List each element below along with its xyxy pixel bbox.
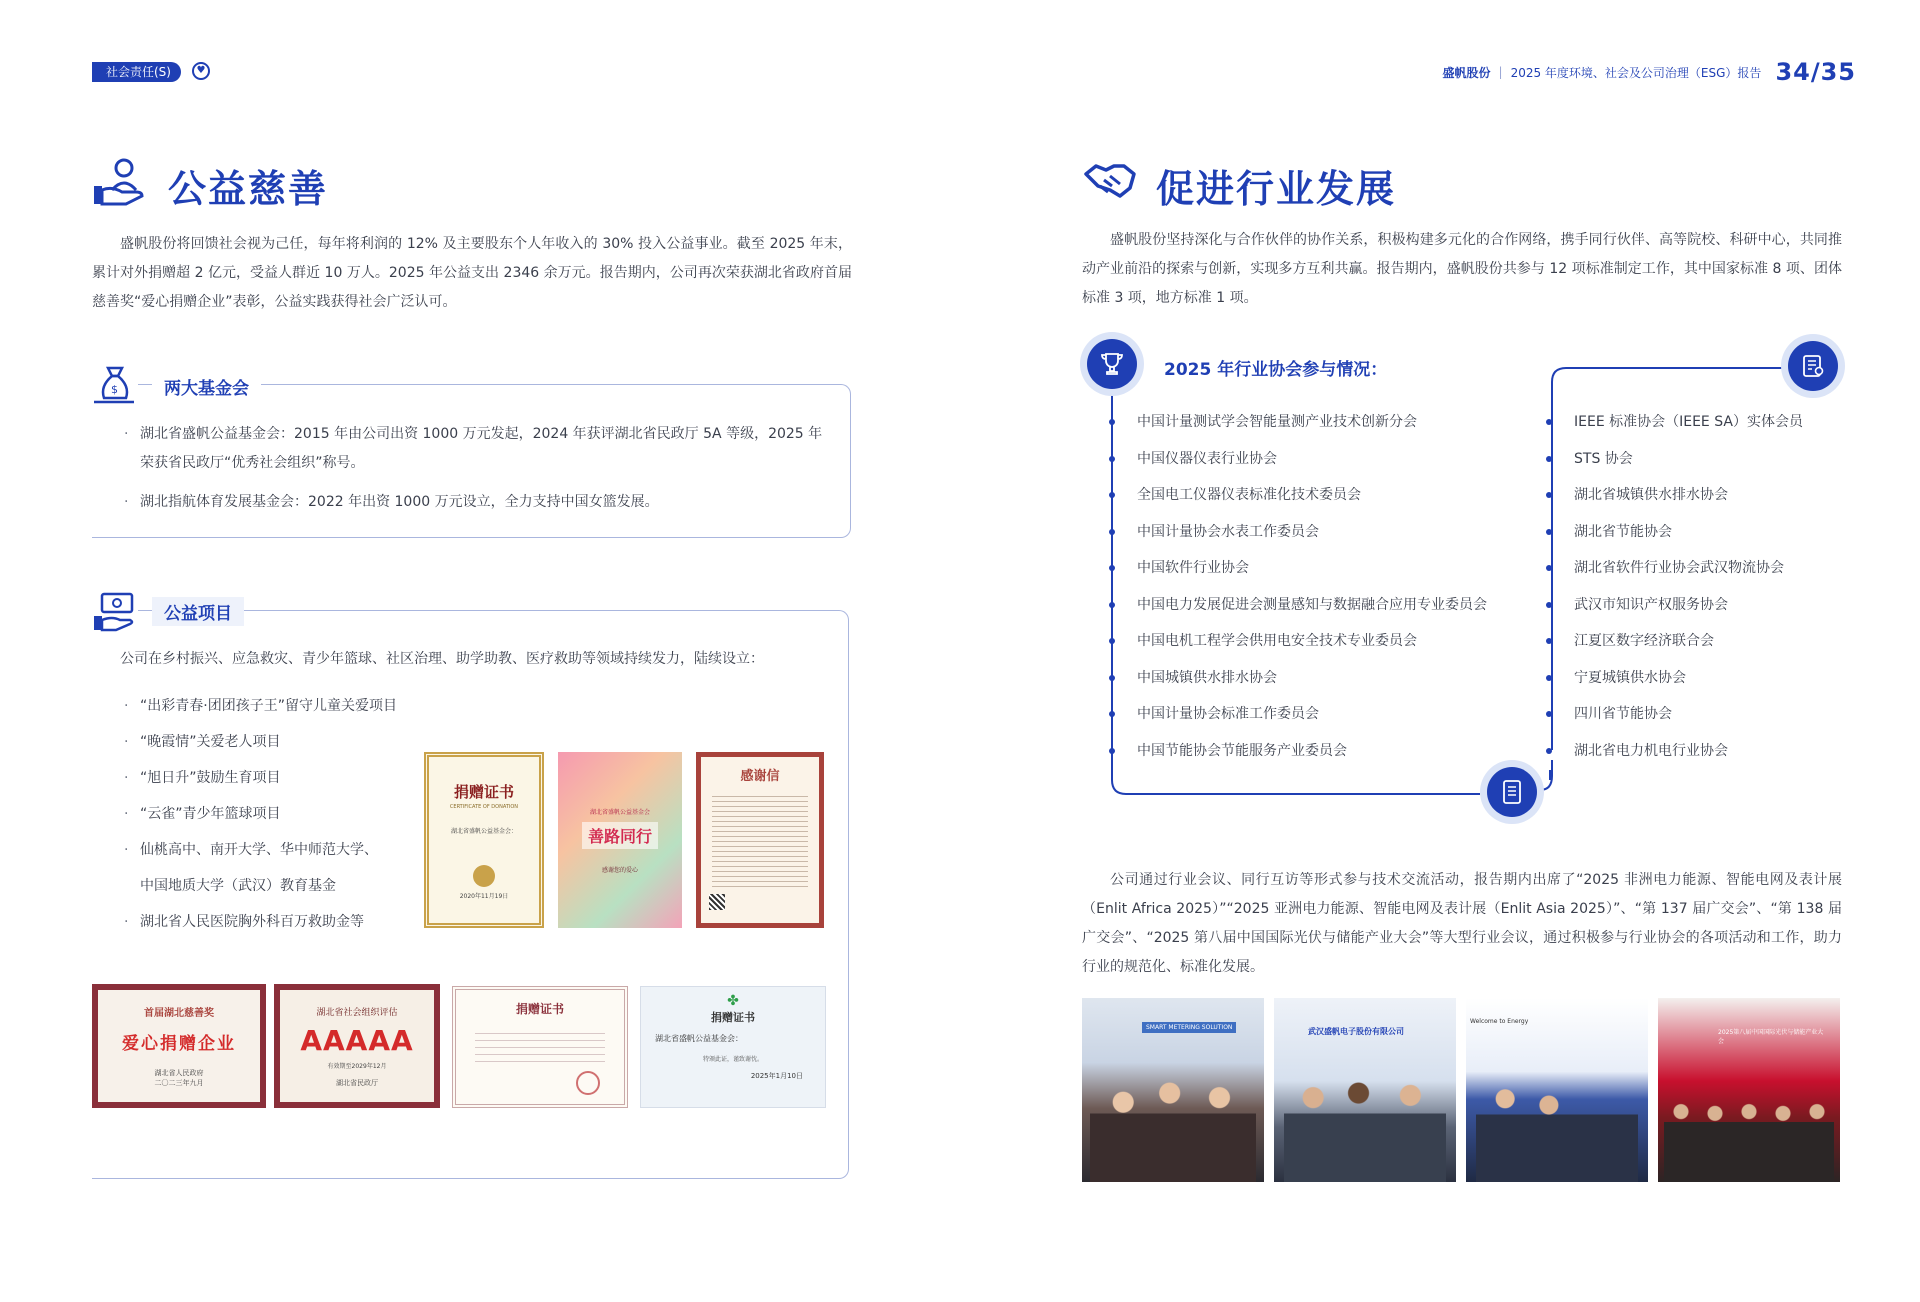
cert-seal-icon [576, 1071, 600, 1095]
cert-text-lines [475, 1027, 605, 1067]
letter-text-lines [712, 792, 808, 888]
cert-org: 有效期至2029年12月 [327, 1062, 387, 1070]
header-divider: | [1498, 65, 1503, 79]
cert-date: 2025年1月10日 [750, 1072, 803, 1080]
page-number: 34/35 [1775, 58, 1856, 86]
money-bag-icon [92, 362, 138, 408]
association-list-left [1109, 404, 1529, 769]
list-item: 湖北省软件行业协会武汉物流协会 [1546, 550, 1846, 587]
trophy-icon [1087, 339, 1137, 389]
page-header [1443, 58, 1856, 86]
people-silhouettes [1476, 1078, 1638, 1182]
cert-title: 捐赠证书 [711, 1011, 755, 1024]
cert-body: 湖北省盛帆公益基金会： [450, 827, 517, 835]
donation-certificate-2 [558, 752, 682, 928]
report-title: 2025 年度环境、社会及公司治理（ESG）报告 [1510, 65, 1762, 80]
list-item: · “晚霞情”关爱老人项目 [122, 724, 442, 760]
list-item: 全国电工仪器仪表标准化技术委员会 [1109, 477, 1529, 514]
people-silhouettes [1284, 1068, 1446, 1182]
qr-code-icon [709, 894, 725, 910]
thank-you-letter [696, 752, 824, 928]
handshake-icon [1082, 156, 1138, 204]
list-item: 中国电机工程学会供用电安全技术专业委员会 [1109, 623, 1529, 660]
list-item: · “云雀”青少年篮球项目 [122, 796, 442, 832]
cert-main: AAAAA [300, 1023, 414, 1057]
exhibition-photo-1 [1082, 998, 1264, 1182]
charity-intro: 盛帆股份将回馈社会视为己任，每年将利润的 12% 及主要股东个人年收入的 30% 投入公益事业。截至 2025 年末，累计对外捐赠超 2 亿元，受益人群近 10 万人。2025 年公益支出 2346 余万元。报告期内，公司再次荣获湖北省政府首届慈善奖“爱心捐赠企业”表彰，公益实践获得社会广泛认可。 [92, 236, 852, 310]
people-silhouettes [1090, 1068, 1256, 1182]
cert-date: 湖北省民政厅 [336, 1078, 378, 1087]
donation-certificate-3 [452, 986, 628, 1108]
list-item: · “出彩青春·团团孩子王”留守儿童关爱项目 [122, 688, 442, 724]
certificate-icon [1788, 341, 1838, 391]
cert-body: 感谢您的爱心 [601, 866, 638, 874]
photo-banner: 武汉盛帆电子股份有限公司 [1308, 1027, 1404, 1036]
list-item: STS 协会 [1546, 441, 1846, 478]
list-item: 武汉市知识产权服务协会 [1546, 587, 1846, 624]
charity-award-plaque [92, 984, 266, 1108]
aaaaa-rating-plaque [274, 984, 440, 1108]
list-item: 中国节能协会节能服务产业委员会 [1109, 733, 1529, 770]
exhibition-photo-3 [1466, 998, 1648, 1182]
list-item: 中国计量协会标准工作委员会 [1109, 696, 1529, 733]
document-icon [1487, 767, 1537, 817]
foundations-list [122, 420, 832, 517]
projects-intro: 公司在乡村振兴、应急救灾、青少年篮球、社区治理、助学助教、医疗救助等领域持续发力，陆续设立： [120, 651, 764, 667]
list-item: 宁夏城镇供水协会 [1546, 660, 1846, 697]
donation-certificate-4 [640, 986, 826, 1108]
list-item: 湖北省电力机电行业协会 [1546, 733, 1846, 770]
cert-main: 湖北省盛帆公益基金会： [655, 1034, 743, 1043]
foundations-title: 两大基金会 [152, 372, 261, 401]
list-item: · 湖北省盛帆公益基金会：2015 年由公司出资 1000 万元发起，2024 年获评湖北省民政厅 5A 等级，2025 年荣获省民政厅“优秀社会组织”称号。 [122, 420, 832, 478]
list-item: · 湖北指航体育发展基金会：2022 年出资 1000 万元设立，全力支持中国女篮发展。 [122, 488, 832, 517]
cert-org: 特颁此证，谨致谢忱。 [702, 1056, 763, 1063]
list-item: 中国计量测试学会智能量测产业技术创新分会 [1109, 404, 1529, 441]
list-item: 江夏区数字经济联合会 [1546, 623, 1846, 660]
cert-title: 湖北省社会组织评估 [316, 1007, 398, 1018]
list-item: 中国地质大学（武汉）教育基金 [140, 878, 336, 894]
industry-title: 促进行业发展 [1156, 167, 1397, 211]
exhibition-photo-2 [1274, 998, 1456, 1182]
heart-shield-icon: ♥ [192, 62, 210, 80]
list-item: 四川省节能协会 [1546, 696, 1846, 733]
cert-title: 捐赠证书 [515, 1002, 564, 1016]
cert-subtitle: CERTIFICATE OF DONATION [449, 803, 519, 810]
association-list-right [1546, 404, 1846, 769]
cert-subtitle: 湖北省盛帆公益基金会 [589, 808, 650, 816]
cert-org: 湖北省人民政府 [154, 1069, 204, 1077]
clover-icon: ✤ [727, 993, 739, 1009]
cert-date: 二〇二三年九月 [154, 1079, 204, 1087]
list-item: 中国电力发展促进会测量感知与数据融合应用专业委员会 [1109, 587, 1529, 624]
industry-intro: 盛帆股份坚持深化与合作伙伴的协作关系，积极构建多元化的合作网络，携手同行伙伴、高等院校、科研中心，共同推动产业前沿的探索与创新，实现多方互利共赢。报告期内，盛帆股份共参与 12 项标准制定工作，其中国家标准 8 项、团体标准 3 项，地方标准 1 项。 [1082, 232, 1842, 306]
industry-outro: 公司通过行业会议、同行互访等形式参与技术交流活动，报告期内出席了“2025 非洲电力能源、智能电网及表计展（Enlit Africa 2025）”“2025 亚洲电力能源、智能电网及表计展（Enlit Asia 2025）”、“第 137 届广交会”、“第 138 届广交会”、“2025 第八届中国国际光伏与储能产业大会”等大型行业会议，通过积极参与行业协会的各项活动和工作，助力行业的规范化、标准化发展。 [1082, 872, 1842, 975]
list-item: IEEE 标准协会（IEEE SA）实体会员 [1546, 404, 1846, 441]
list-item: · 仙桃高中、南开大学、华中师范大学、 [122, 832, 442, 868]
cert-title: 捐赠证书 [453, 782, 514, 801]
list-item: 湖北省城镇供水排水协会 [1546, 477, 1846, 514]
projects-title: 公益项目 [152, 597, 244, 626]
cert-date: 2020年11月19日 [459, 892, 509, 900]
charity-icon [92, 156, 148, 208]
list-item: 中国软件行业协会 [1109, 550, 1529, 587]
list-item: · 湖北省人民医院胸外科百万救助金等 [122, 904, 442, 940]
charity-title: 公益慈善 [168, 167, 329, 211]
list-item: 中国城镇供水排水协会 [1109, 660, 1529, 697]
exhibition-photo-4 [1658, 998, 1840, 1182]
list-item: 中国计量协会水表工作委员会 [1109, 514, 1529, 551]
cert-seal-icon [473, 865, 495, 887]
association-title: 2025 年行业协会参与情况： [1164, 360, 1388, 380]
company-name: 盛帆股份 [1442, 65, 1491, 80]
list-item: 湖北省节能协会 [1546, 514, 1846, 551]
cert-main: 爱心捐赠企业 [122, 1034, 236, 1054]
donation-certificate-1 [424, 752, 544, 928]
people-silhouettes [1664, 1094, 1834, 1182]
cert-title: 首届湖北慈善奖 [144, 1008, 214, 1019]
photo-banner: Welcome to Energy [1470, 1018, 1529, 1025]
section-tag: 社会责任(S) [92, 62, 181, 82]
projects-list [122, 688, 442, 940]
photo-banner: SMART METERING SOLUTION [1142, 1022, 1236, 1033]
svg-text:$: $ [111, 383, 118, 396]
cert-title: 善路同行 [582, 822, 658, 849]
hand-money-icon [92, 588, 138, 634]
list-item: · “旭日升”鼓励生育项目 [122, 760, 442, 796]
list-item: 中国仪器仪表行业协会 [1109, 441, 1529, 478]
photo-banner: 2025第八届中国国际光伏与储能产业大会 [1718, 1029, 1824, 1045]
cert-title: 感谢信 [740, 769, 780, 784]
